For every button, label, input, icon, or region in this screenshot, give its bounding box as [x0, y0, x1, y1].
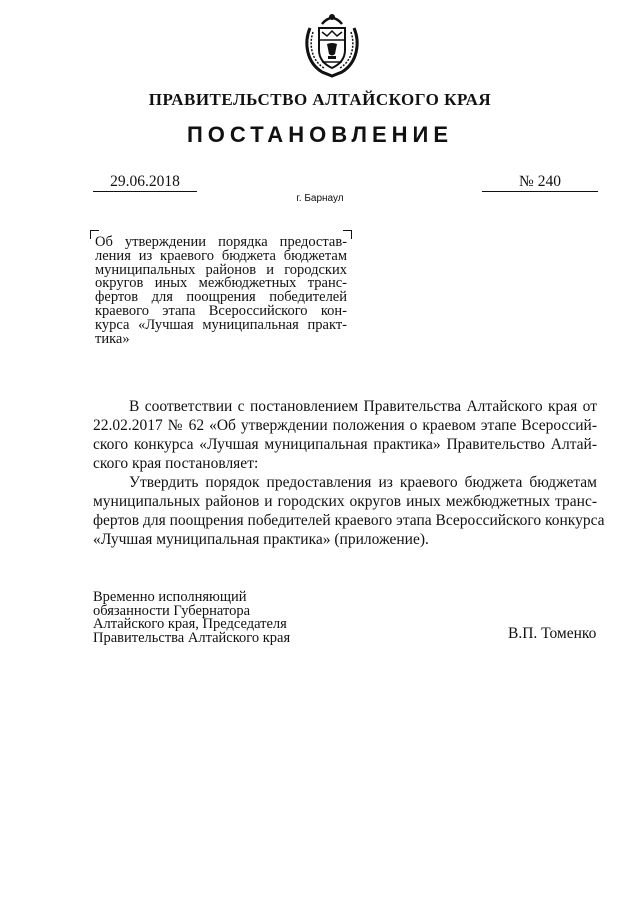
number-underline [482, 191, 598, 192]
body-line: ского конкурса «Лучшая муниципальная практика» Правительство Алтай- [93, 436, 597, 453]
city-label: г. Барнаул [296, 193, 344, 204]
date-underline [93, 191, 197, 192]
document-body [93, 397, 605, 549]
subject-line: муниципальных районов и городских [95, 261, 347, 278]
body-paragraph-1 [93, 397, 597, 473]
document-type-title: ПОСТАНОВЛЕНИЕ [186, 122, 454, 147]
signer-line: обязанности Губернатора [93, 602, 251, 619]
subject-line: фертов для поощрения победителей [95, 289, 347, 306]
body-line: 22.02.2017 № 62 «Об утверждении положения о краевом этапе Всероссий- [93, 417, 597, 434]
signer-name: В.П. Томенко [508, 625, 597, 642]
body-paragraph-2 [93, 473, 605, 549]
signer-line: Алтайского края, Председателя [93, 616, 287, 633]
body-line: ского края постановляет: [93, 455, 259, 472]
body-line: муниципальных районов и городских округов иных межбюджетных транс- [93, 493, 597, 510]
document-subject [95, 236, 347, 346]
subject-line: курса «Лучшая муниципальная практ- [95, 316, 347, 333]
body-line: Утвердить порядок предоставления из краевого бюджета бюджетам [129, 474, 597, 491]
signer-position [93, 591, 290, 645]
subject-line: ления из краевого бюджета бюджетам [95, 247, 347, 264]
signer-line: Правительства Алтайского края [93, 629, 291, 646]
document-number: № 240 [519, 173, 561, 190]
subject-line: Об утверждении порядка предостав- [95, 234, 347, 250]
subject-line: округов иных межбюджетных транс- [95, 275, 347, 292]
organization-title: ПРАВИТЕЛЬСТВО АЛТАЙСКОГО КРАЯ [148, 90, 492, 109]
subject-line: тика» [95, 330, 130, 347]
body-line: В соответствии с постановлением Правительства Алтайского края от [129, 398, 597, 415]
coat-of-arms-icon [300, 10, 364, 80]
subject-line: краевого этапа Всероссийского кон- [95, 302, 347, 319]
document-date: 29.06.2018 [110, 173, 180, 190]
body-line: фертов для поощрения победителей краевого этапа Всероссийского конкурса [93, 512, 605, 529]
body-line: «Лучшая муниципальная практика» (приложение). [93, 531, 429, 548]
signer-line: Временно исполняющий [93, 589, 247, 605]
